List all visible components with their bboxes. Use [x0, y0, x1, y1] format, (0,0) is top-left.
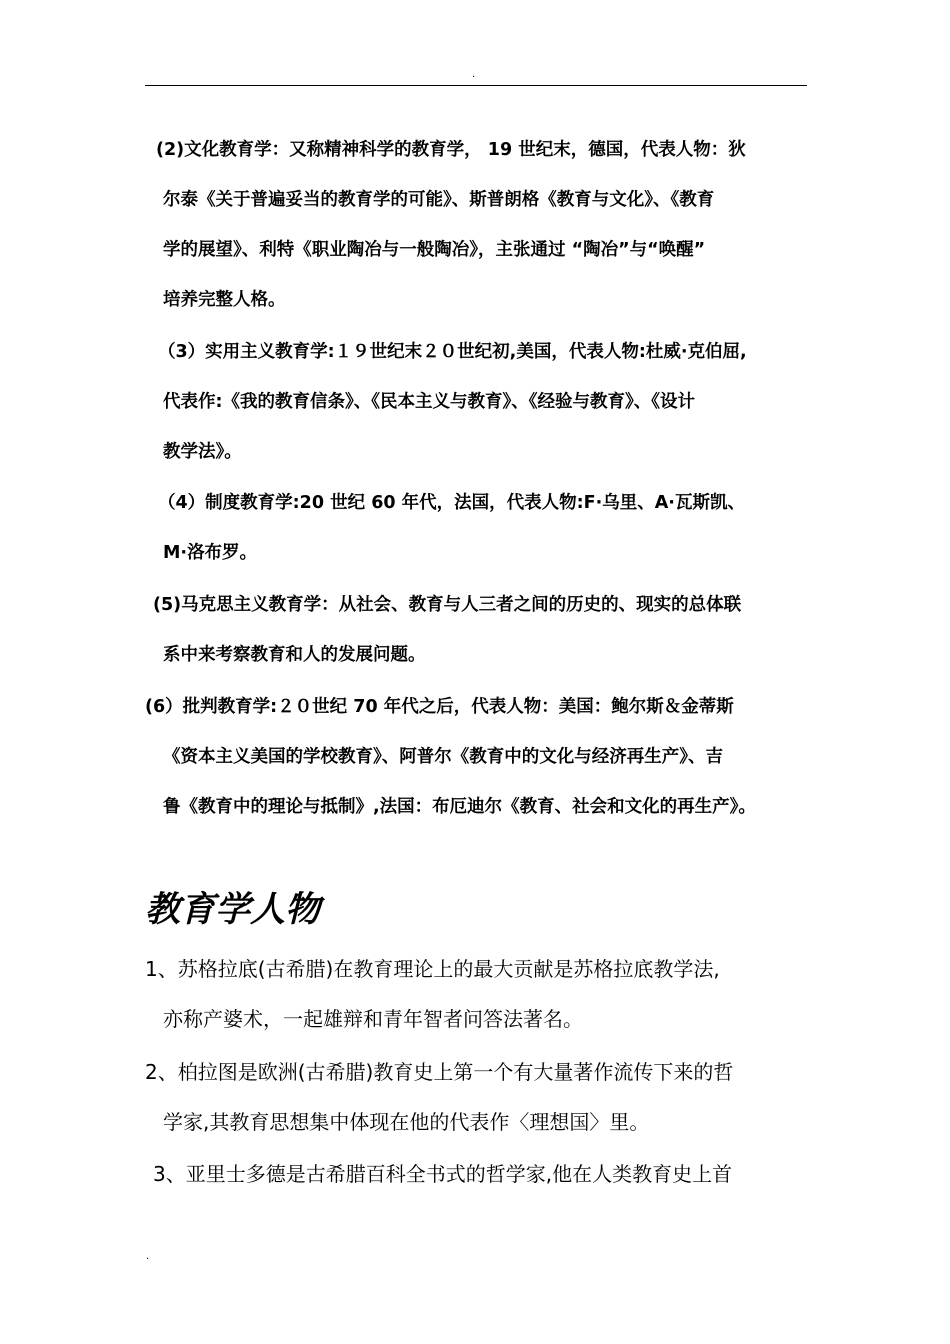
- text-line: 鲁《教育中的理论与抵制》,法国：布厄迪尔《教育、社会和文化的再生产》。: [163, 797, 756, 817]
- text-line: （3）实用主义教育学:１９世纪末２０世纪初,美国，代表人物:杜威·克伯屈,: [158, 342, 747, 362]
- text-line: (2)文化教育学：又称精神科学的教育学， 19 世纪末，德国，代表人物：狄: [156, 140, 746, 160]
- text-line: 2、柏拉图是欧洲(古希腊)教育史上第一个有大量著作流传下来的哲: [145, 1060, 734, 1084]
- text-line: 代表作:《我的教育信条》、《民本主义与教育》、《经验与教育》、《设计: [163, 392, 695, 412]
- text-line: 教学法》。: [163, 442, 242, 462]
- footer-dot: .: [146, 1251, 150, 1262]
- header-rule: [145, 85, 807, 86]
- section-heading: 教育学人物: [145, 890, 321, 930]
- text-line: 培养完整人格。: [163, 290, 286, 310]
- text-line: 亦称产婆术，一起雄辩和青年智者问答法著名。: [163, 1007, 583, 1031]
- text-line: （4）制度教育学:20 世纪 60 年代，法国，代表人物:F·乌里、A·瓦斯凯、: [158, 493, 745, 513]
- text-line: 学的展望》、利特《职业陶冶与一般陶冶》，主张通过 “陶冶”与“唤醒”: [163, 240, 706, 260]
- text-line: M·洛布罗。: [163, 543, 258, 563]
- text-line: 3、亚里士多德是古希腊百科全书式的哲学家,他在人类教育史上首: [153, 1162, 733, 1186]
- text-line: 1、苏格拉底(古希腊)在教育理论上的最大贡献是苏格拉底教学法,: [145, 957, 720, 981]
- text-line: 《资本主义美国的学校教育》、阿普尔《教育中的文化与经济再生产》、吉: [163, 747, 723, 767]
- text-line: 尔泰《关于普遍妥当的教育学的可能》、斯普朗格《教育与文化》、《教育: [163, 190, 715, 210]
- text-line: (6）批判教育学:２０世纪 70 年代之后，代表人物：美国：鲍尔斯＆金蒂斯: [145, 697, 734, 717]
- text-line: (5)马克思主义教育学：从社会、教育与人三者之间的历史的、现实的总体联: [153, 595, 742, 615]
- text-line: 系中来考察教育和人的发展问题。: [163, 645, 426, 665]
- header-dot: .: [472, 69, 476, 80]
- text-line: 学家,其教育思想集中体现在他的代表作〈理想国〉里。: [163, 1110, 650, 1134]
